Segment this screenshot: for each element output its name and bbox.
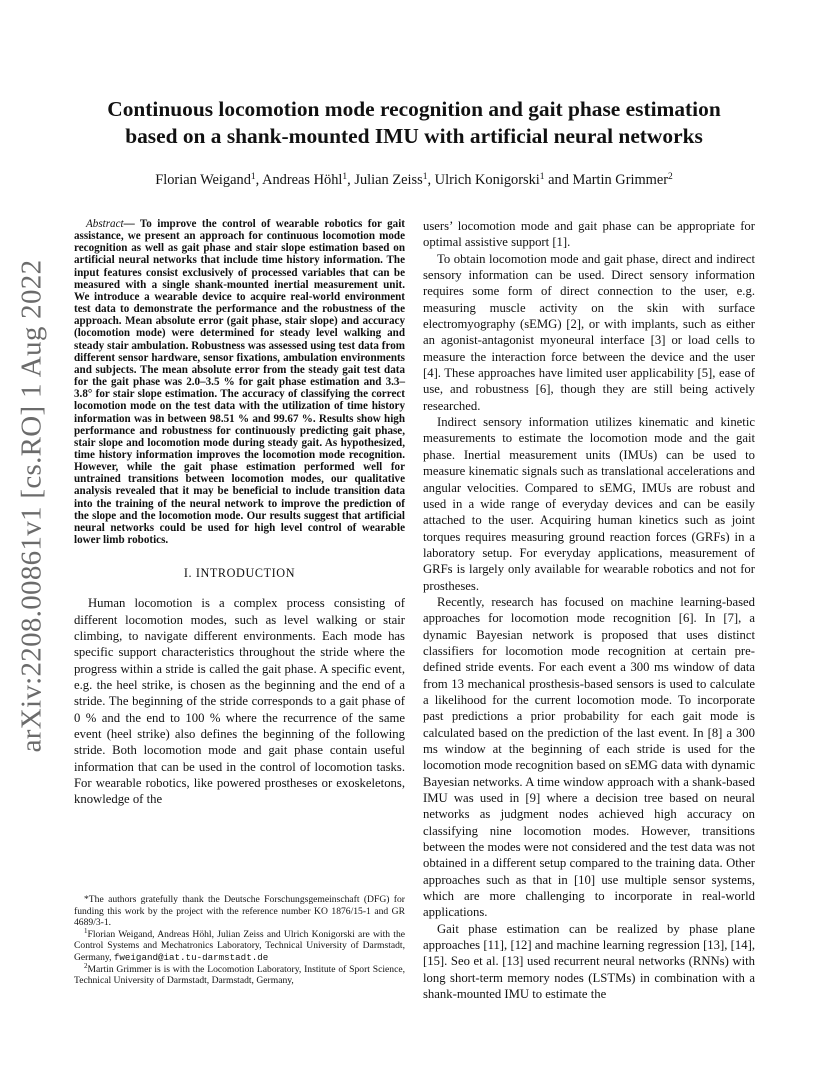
body-paragraph: Recently, research has focused on machine learning-based approaches for locomotion mode recognition [6]. In [7], a dynamic Bayesian network is proposed that uses distinct classifiers for locomotion mode recognition at certain pre-defined stride events. For each event a 300 ms window of data from 13 mechanical prosthesis-based sensors is used to calculate a likelihood for the current locomotion mode. To incorporate past predictions a prior probability for each gait mode is calculated based on the prediction of the last event. In [8] a 300 ms window at the beginning of each stride is used for the locomotion mode recognition based on sEMG data with dynamic Bayesian networks. A time window approach with a shank-based IMU was used in [9] where a decision tree based on neural networks as judgment nodes achieved high accuracy on classifying nine locomotion modes. However, transitions between the modes were not considered and the test data was not obtained in a different setup compared to the training data. Other approaches such as that in [10] use multiple sensor systems, which are more challenging to incorporate in real-world applications. bbox=[423, 594, 755, 920]
body-paragraph: Gait phase estimation can be realized by phase plane approaches [11], [12] and machine learning regression [13], [14], [15]. Seo et al. [13] used recurrent neural networks (RNNs) with long short-term memory nodes (LSTMs) in combination with a shank-mounted IMU to estimate the bbox=[423, 921, 755, 1002]
right-column bbox=[423, 218, 755, 1003]
footnote-affiliation-2: $^2$Martin Grimmer is is with the Locomotion Laboratory, Institute of Sport Science, Technical University of Darmstadt, Darmstadt, Germany, bbox=[74, 961, 405, 987]
body-paragraph: Indirect sensory information utilizes kinematic and kinetic measurements to estimate the locomotion mode and the gait phase. Inertial measurement units (IMUs) can be used to measure kinematic signals such as translational accelerations and angular velocities. Compared to sEMG, IMUs are robust and used in a wide range of everyday devices and can be easily attached to the user. Acquiring human kinetics such as joint torques requires measuring ground reaction forces (GRFs) in a laboratory setup. For everyday applications, measurement of GRFs is largely only available for wearable robotics and not for prostheses. bbox=[423, 415, 755, 593]
author: Florian Weigand$^1$ bbox=[155, 172, 256, 188]
author: Martin Grimmer$^2$ bbox=[572, 172, 673, 188]
left-column bbox=[74, 218, 405, 808]
intro-paragraph: Human locomotion is a complex process consisting of different locomotion modes, such as level walking or stair climbing, to navigate different environments. Each mode has specific support characteristics throughout the stride where the progress within a stride is called the gait phase. A specific event, e.g. the heel strike, is chosen as the beginning and the end of a stride. The beginning of the stride corresponds to a gait phase of 0 % and the end to 100 % where the recurrence of the same event (heel strike) also defines the beginning of the following stride. Both locomotion mode and gait phase contain useful information that can be used in the control of locomotion tasks. For wearable robotics, like powered prostheses or exoskeletons, knowledge of the bbox=[74, 596, 405, 807]
paper-title bbox=[60, 96, 768, 150]
footnotes bbox=[74, 894, 405, 987]
author-list: Florian Weigand$^1$, Andreas Höhl$^1$, Julian Zeiss$^1$, Ulrich Konigorski$^1$ and Martin Grimmer$^2$ bbox=[155, 172, 673, 188]
author: Ulrich Konigorski$^1$ bbox=[434, 172, 545, 188]
title-line-2: based on a shank-mounted IMU with artificial neural networks bbox=[125, 124, 703, 148]
abstract-label: Abstract bbox=[86, 218, 124, 230]
author: Julian Zeiss$^1$ bbox=[354, 172, 428, 188]
body-paragraph: users’ locomotion mode and gait phase can be appropriate for optimal assistive support [1]. bbox=[423, 219, 755, 250]
abstract: Abstract— To improve the control of wearable robotics for gait assistance, we present an approach for continuous locomotion mode recognition as well as gait phase and stair slope estimation based on artificial neural networks that include time history information. The input features consist exclusively of processed variables that can be measured with a single shank-mounted inertial measurement unit. We introduce a wearable device to acquire real-world environment test data to demonstrate the performance and the robustness of the approach. Mean absolute error (gait phase, stair slope) and accuracy (locomotion mode) were determined for steady level walking and steady stair ambulation. Robustness was assessed using test data from different sensor hardware, sensor fixations, ambulation environments and subjects. The mean absolute error from the steady gait test data for the gait phase was 2.0–3.5 % for gait phase estimation and 3.3–3.8° for stair slope estimation. The accuracy of classifying the correct locomotion mode on the test data with the utilization of time history information was in between 98.51 % and 99.67 %. Results show high performance and robustness for continuously predicting gait phase, stair slope and locomotion mode during steady gait. As hypothesized, time history information improves the locomotion mode recognition. However, while the gait phase estimation performed well for untrained transitions between locomotion modes, our qualitative analysis revealed that it may be beneficial to include transition data into the training of the neural network to improve the prediction of the slope and the locomotion mode. Our results suggest that artificial neural networks could be used for high level control of wearable lower limb robotics. bbox=[74, 218, 405, 547]
title-line-1: Continuous locomotion mode recognition and gait phase estimation bbox=[107, 97, 721, 121]
arxiv-identifier bbox=[2, 259, 62, 753]
author-email-link[interactable]: fweigand@iat.tu-darmstadt.de bbox=[113, 951, 269, 963]
footnote-funding: *The authors gratefully thank the Deutsche Forschungsgemeinschaft (DFG) for funding this work by the project with the reference number KO 1876/15-1 and GR 4689/3-1. bbox=[74, 894, 405, 929]
arxiv-identifier-text: arXiv:2208.00861v1 [cs.RO] 1 Aug 2022 bbox=[15, 259, 48, 753]
author: Andreas Höhl$^1$ bbox=[262, 172, 348, 188]
section-heading-introduction: I. INTRODUCTION bbox=[183, 566, 296, 581]
body-paragraph: To obtain locomotion mode and gait phase, direct and indirect sensory information can be used. Direct sensory information requires some form of direct connection to the user, e.g. measuring muscle activity on the skin with surface electromyography (sEMG) [2], or with implants, such as either an agonist-antagonist myoneural interface [3] or load cells to measure the interaction force between the device and the user [4]. These approaches have limited user applicability [5], ease of use, and robustness [6], though they are still being actively researched. bbox=[423, 251, 755, 413]
abstract-text: To improve the control of wearable robotics for gait assistance, we present an approach for continuous locomotion mode recognition as well as gait phase and stair slope estimation based on artificial neural networks that include time history information. The input features consist exclusively of processed variables that can be measured with a single shank-mounted inertial measurement unit. We introduce a wearable device to acquire real-world environment test data to demonstrate the performance and the robustness of the approach. Mean absolute error (gait phase, stair slope) and accuracy (locomotion mode) were determined for steady level walking and steady stair ambulation. Robustness was assessed using test data from different sensor hardware, sensor fixations, ambulation environments and subjects. The mean absolute error from the steady gait test data for the gait phase was 2.0–3.5 % for gait phase estimation and 3.3–3.8° for stair slope estimation. The accuracy of classifying the correct locomotion mode on the test data with the utilization of time history information was in between 98.51 % and 99.67 %. Results show high performance and robustness for continuously predicting gait phase, stair slope and locomotion mode during steady gait. As hypothesized, time history information improves the locomotion mode recognition. However, while the gait phase estimation performed well for untrained transitions between locomotion modes, our qualitative analysis revealed that it may be beneficial to include transition data into the training of the neural network to improve the prediction of the slope and the locomotion mode. Our results suggest that artificial neural networks could be used for high level control of wearable lower limb robotics. bbox=[74, 218, 405, 547]
footnote-affiliation-1: $^1$Florian Weigand, Andreas Höhl, Julian Zeiss and Ulrich Konigorski are with the Control Systems and Mechatronics Laboratory, Technical University of Darmstadt, Germany, fweigand@iat.tu-darmstadt.de bbox=[74, 926, 405, 963]
